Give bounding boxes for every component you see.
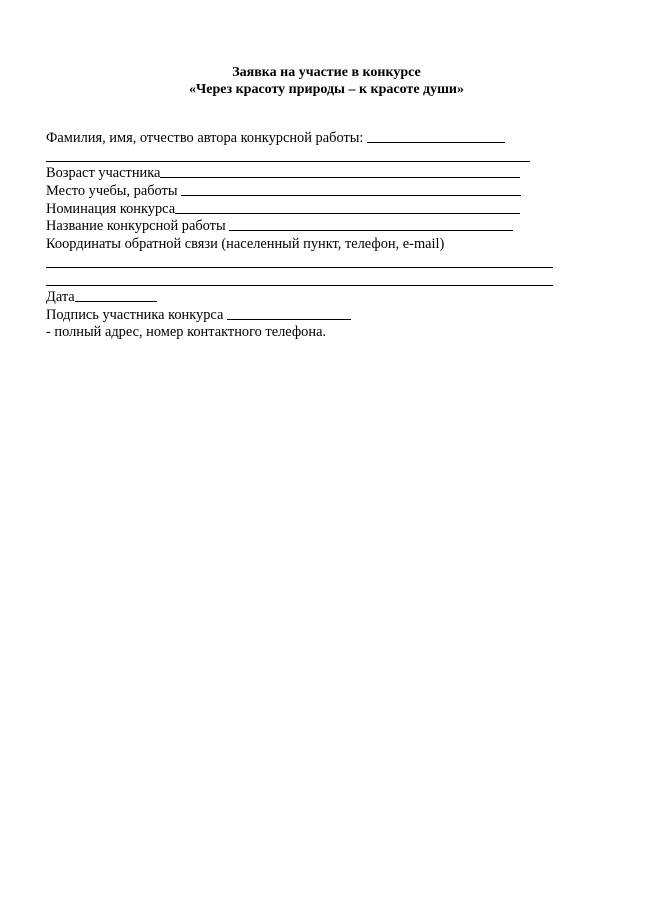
date-field[interactable]	[75, 289, 157, 302]
contacts-row	[46, 236, 444, 253]
nomination-field[interactable]	[175, 201, 520, 214]
nomination-row	[46, 201, 520, 218]
work-title-field[interactable]	[229, 218, 513, 231]
study-work-label: Место учебы, работы	[46, 183, 182, 199]
age-row	[46, 165, 520, 182]
age-label: Возраст участника	[46, 165, 161, 181]
contest-name: «Через красоту природы – к красоте души»	[188, 82, 464, 97]
author-name-label: Фамилия, имя, отчество автора конкурсной работы:	[46, 130, 368, 146]
nomination-label: Номинация конкурса	[46, 201, 176, 217]
document-title: Заявка на участие в конкурсе	[232, 65, 421, 80]
age-field[interactable]	[160, 165, 520, 178]
contacts-field-line2[interactable]	[46, 285, 553, 286]
contacts-label: Координаты обратной связи (населенный пункт, телефон, e-mail)	[46, 236, 445, 252]
date-label: Дата	[46, 289, 75, 305]
footnote: - полный адрес, номер контактного телефона.	[46, 324, 327, 340]
author-name-continuation-field[interactable]	[46, 161, 530, 162]
study-work-field[interactable]	[181, 183, 521, 196]
work-title-row	[46, 218, 513, 235]
author-name-row	[46, 130, 505, 147]
study-work-row	[46, 183, 521, 200]
author-name-field[interactable]	[367, 130, 505, 143]
signature-field[interactable]	[227, 307, 351, 320]
contacts-field-line1[interactable]	[46, 267, 553, 268]
signature-row	[46, 307, 351, 324]
signature-label: Подпись участника конкурса	[46, 307, 227, 323]
work-title-label: Название конкурсной работы	[46, 218, 230, 234]
date-row	[46, 289, 157, 306]
